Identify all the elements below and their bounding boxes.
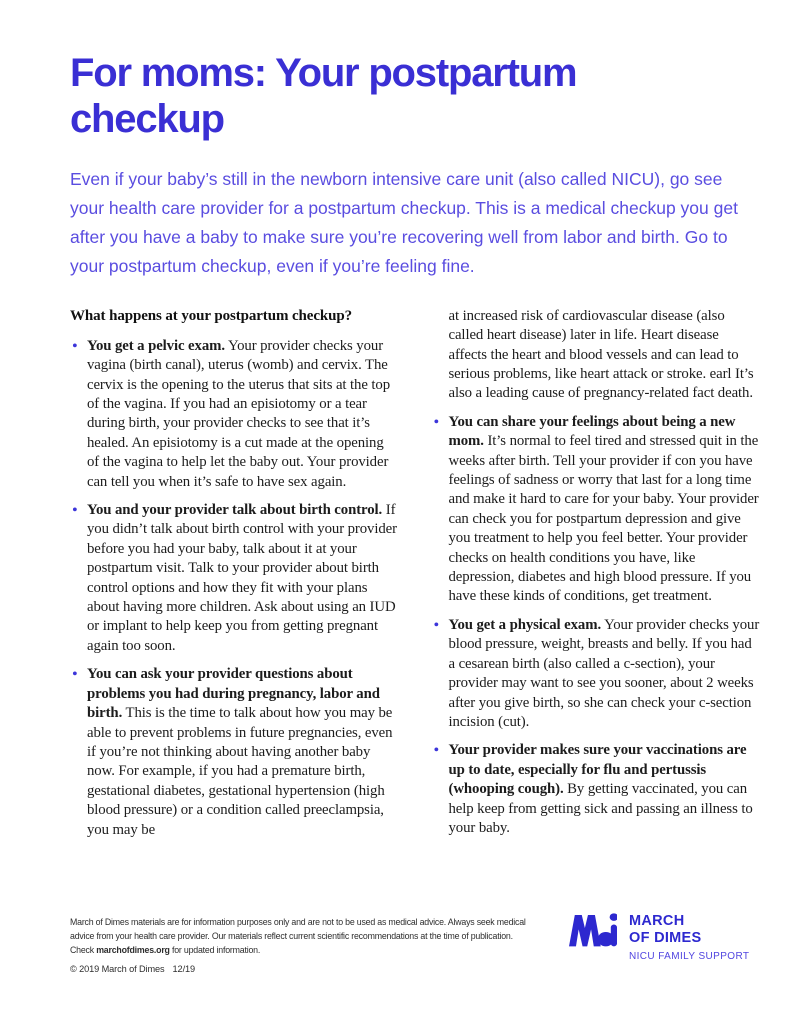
bullet-text: Your provider checks your blood pressure, weight, breasts and belly. If you had a cesarean birth (also called a c-section), your provider may want to see you sooner, about 2 weeks after you give birth, so she can check your c-section incision (cut). (448, 616, 760, 730)
left-column (70, 307, 399, 849)
bullet-lead: You can ask your provider questions about problems you had during pregnancy, labor and birth. (87, 666, 380, 722)
bullet-item (70, 665, 399, 840)
copyright-year: © 2019 March of Dimes (70, 964, 165, 974)
intro-paragraph: Even if your baby’s still in the newborn intensive care unit (also called NICU), go see your health care provider for a postpartum checkup. This is a medical checkup you get after you have a baby to make sure you’re recovering well from labor and birth. Go to your postpartum checkup, even if you’re feeling fine. (70, 168, 738, 276)
bullet-text: This is the time to talk about how you may be able to prevent problems in future pregnancies, even if you’re not thinking about having another baby now. For example, if you had a premature birth, gestational diabetes, gestational hypertension (high blood pressure) or a condition called preeclampsia, you may be (87, 705, 393, 838)
bullet-text: Your provider checks your vagina (birth canal), uterus (womb) and cervix. The cervix is the opening to the uterus that sits at the top of the vagina. If you had an episiotomy or a tear during birth, your provider checks to see that it’s healed. An episiotomy is a cut made at the opening of the vagina to help let the baby out. Your provider can tell you when it’s safe to have sex again. (87, 337, 391, 490)
bullet-item (70, 337, 399, 492)
bullet-item (70, 501, 399, 656)
disclaimer-tail: for updated information. (169, 944, 261, 955)
bullet-item (432, 413, 761, 607)
disclaimer-text (70, 916, 570, 957)
logo-text-block (629, 913, 749, 962)
disclaimer-check-label: Check (70, 944, 97, 955)
bullet-lead: You get a pelvic exam. (87, 337, 225, 354)
left-bullet-list (70, 337, 399, 840)
march-of-dimes-logo-icon (569, 913, 617, 947)
continuation-paragraph: at increased risk of cardiovascular disease (also called heart disease) later in life. Heart disease affects the heart and blood vessels and can lead to serious problems, like heart attack or stroke. earl It’s also a leading cause of pregnancy-related fact death. (448, 307, 754, 402)
copyright-text (70, 964, 195, 974)
logo-subtitle: NICU FAMILY SUPPORT (629, 951, 750, 962)
bullet-text: It’s normal to feel tired and stressed quit in the weeks after birth. Tell your provider if con you have feelings of sadness or worry that last for a long time and make it hard to care for your baby. Your provider can check you for postpartum depression and give you treatment to help you feel better. Your provider checks on health conditions you have, like depression, diabetes and high blood pressure. If you have these kinds of conditions, get treatment. (448, 433, 759, 605)
bullet-text: If you didn’t talk about birth control with your provider before you had your baby, talk about it at your postpartum visit. Talk to your provider about birth control options and how they fit with your plans about having more children. Ask about using an IUD or implant to help keep you from getting pregnant again too soon. (87, 502, 397, 654)
section-heading: What happens at your postpartum checkup? (70, 307, 353, 324)
disclaimer-line: March of Dimes materials are for information purposes only and are not to be used as medical advice. Always seek medical (70, 917, 526, 927)
right-bullet-list (432, 413, 761, 839)
marchofdimes-link: marchofdimes.org (96, 944, 170, 955)
bullet-text: By getting vaccinated, you can help keep from getting sick and passing an illness to your baby. (448, 781, 753, 836)
copyright-date: 12/19 (172, 964, 196, 974)
bullet-item (432, 741, 761, 838)
disclaimer-line (70, 944, 570, 958)
two-column-body (70, 307, 760, 849)
bullet-lead: You and your provider talk about birth control. (87, 502, 383, 519)
disclaimer-line: advice from your health care provider. Our materials reflect current scientific recommendations at the time of publication. (70, 930, 513, 941)
main-title: For moms: Your postpartum checkup (70, 51, 577, 142)
logo-name-line1: MARCH (629, 913, 685, 929)
right-column (432, 307, 761, 849)
bullet-item (432, 616, 761, 732)
bullet-lead: You get a physical exam. (448, 616, 602, 633)
bullet-lead: You can share your feelings about being a new mom. (448, 413, 736, 450)
bullet-lead: Your provider makes sure your vaccinations are up to date, especially for flu and pertussis (whooping cough). (448, 742, 747, 798)
logo-name-line2: OF DIMES (629, 929, 702, 946)
march-of-dimes-logo (569, 913, 749, 962)
